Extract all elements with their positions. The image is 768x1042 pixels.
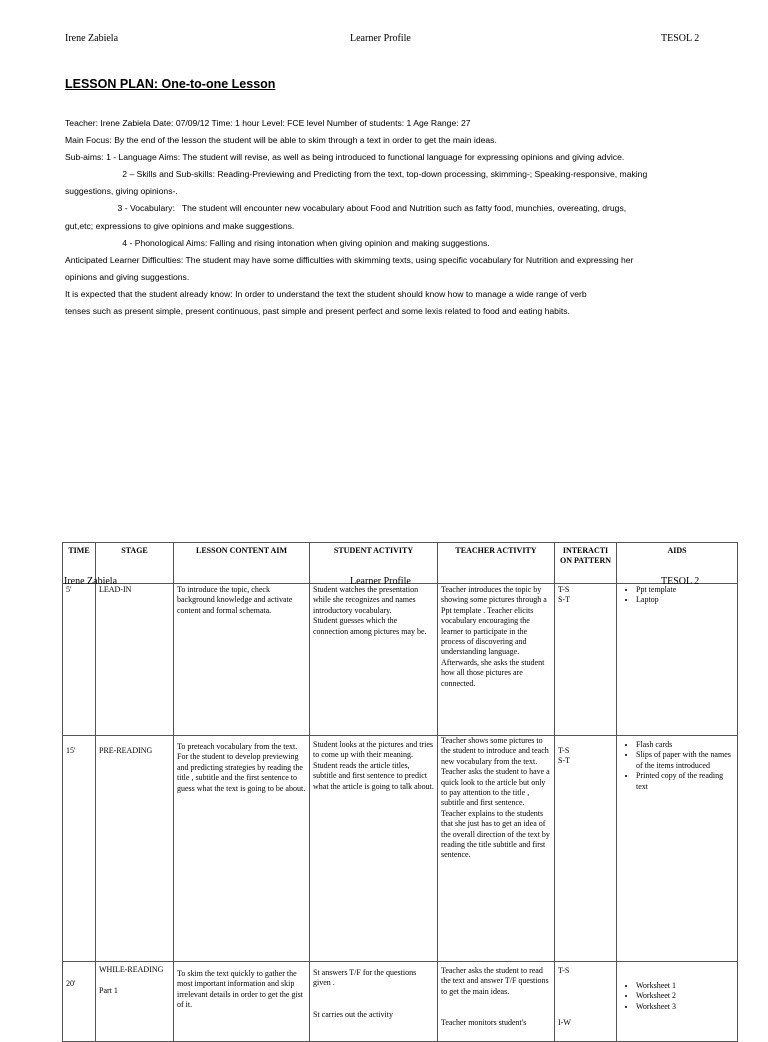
col-header-student-activity: STUDENT ACTIVITY (310, 543, 438, 584)
cell-stage: PRE-READING (96, 736, 174, 962)
cell-time: 5' (63, 584, 96, 736)
body-line: Anticipated Learner Difficulties: The student may have some difficulties with skimming texts, using specific vocabulary for Nutrition and expressing her (65, 254, 634, 265)
header-center: Learner Profile (350, 33, 411, 44)
aid-item: • Printed copy of the reading text (636, 771, 734, 792)
col-header-stage: STAGE (96, 543, 174, 584)
cell-aids (617, 584, 738, 736)
body-line: gut,etc; expressions to give opinions and make suggestions. (65, 220, 295, 231)
cell-interaction-pattern: T-S I-W (555, 962, 617, 1042)
cell-aim: To skim the text quickly to gather the most important information and skip irrelevant details in order to get the gist of it. (174, 962, 310, 1042)
page-title: LESSON PLAN: One-to-one Lesson (65, 77, 276, 91)
cell-teacher-activity: Teacher asks the student to read the text and answer T/F questions to get the main ideas. Teacher monitors student's (438, 962, 555, 1042)
cell-student-activity: Student watches the presentation while she recognizes and names introductory vocabulary. Student guesses which the connection among pictures may be. (310, 584, 438, 736)
cell-aim: To introduce the topic, check background knowledge and activate content and formal schemata. (174, 584, 310, 736)
table-row (63, 584, 738, 736)
aid-item: • Worksheet 2 (636, 991, 734, 1001)
cell-aim: To preteach vocabulary from the text. For the student to develop previewing and predicting strategies by reading the title , subtitle and the first sentence to guess what the text is going to be about. (174, 736, 310, 962)
header-course: TESOL 2 (661, 33, 700, 44)
body-line: Sub-aims: 1 - Language Aims: The student will revise, as well as being introduced to functional language for expressing opinions and giving advice. (65, 152, 625, 163)
col-header-teacher-activity: TEACHER ACTIVITY (438, 543, 555, 584)
overlay-header-author: Irene Zabiela (64, 576, 118, 587)
cell-teacher-activity: Teacher shows some pictures to the student to introduce and teach new vocabulary from the text. Teacher asks the student to have a quick look to the article but only to pay attention to the title , subtitle and first sentence. Teacher explains to the students that she just has to get an idea of the overall direction of the text by reading the title subtitle and first sentence. (438, 736, 555, 962)
body-line: It is expected that the student already know: In order to understand the text the student should know how to manage a wide range of verb (65, 288, 587, 299)
body-line: Main Focus: By the end of the lesson the student will be able to skim through a text in order to get the main ideas. (65, 135, 497, 146)
overlay-header-course: TESOL 2 (661, 576, 700, 587)
cell-aids (617, 736, 738, 962)
body-line: suggestions, giving opinions-. (65, 186, 178, 197)
aid-item: • Laptop (636, 595, 734, 605)
col-header-aids: AIDS (617, 543, 738, 584)
aid-item: • Flash cards (636, 740, 734, 750)
cell-time: 15' (63, 736, 96, 962)
cell-aids (617, 962, 738, 1042)
col-header-interaction-pattern: INTERACTI ON PATTERN (555, 543, 617, 584)
body-line: 2 – Skills and Sub-skills: Reading-Previewing and Predicting from the text, top-down processing, skimming-; Speaking-responsive, making (65, 169, 648, 180)
cell-stage: LEAD-IN (96, 584, 174, 736)
lesson-details (65, 115, 755, 320)
cell-interaction-pattern: T-S S-T (555, 736, 617, 962)
cell-stage: WHILE-READING Part 1 (96, 962, 174, 1042)
col-header-aim: LESSON CONTENT AIM (174, 543, 310, 584)
cell-teacher-activity: Teacher introduces the topic by showing some pictures through a Ppt template . Teacher elicits vocabulary encouraging the learner to participate in the process of discovering and understanding language. Afterwards, she asks the student how all those pictures are connected. (438, 584, 555, 736)
aid-item: • Worksheet 3 (636, 1002, 734, 1012)
col-header-time: TIME (63, 543, 96, 584)
overlay-header-center: Learner Profile (350, 576, 411, 587)
cell-time: 20' (63, 962, 96, 1042)
body-line: opinions and giving suggestions. (65, 271, 190, 282)
header-author: Irene Zabiela (65, 33, 119, 44)
body-line: 3 - Vocabulary: The student will encounter new vocabulary about Food and Nutrition such as fatty food, munchies, overeating, drugs, (65, 203, 627, 214)
aid-item: • Slips of paper with the names of the items introduced (636, 750, 734, 771)
table-row (63, 962, 738, 1042)
body-line: Teacher: Irene Zabiela Date: 07/09/12 Time: 1 hour Level: FCE level Number of students: 1 Age Range: 27 (65, 118, 471, 128)
body-line: tenses such as present simple, present continuous, past simple and present perfect and some lexis related to food and eating habits. (65, 306, 570, 317)
aid-item: • Worksheet 1 (636, 981, 734, 991)
cell-interaction-pattern: T-S S-T (555, 584, 617, 736)
table-row (63, 736, 738, 962)
aid-item: • Ppt template (636, 585, 734, 595)
cell-student-activity: St answers T/F for the questions given . St carries out the activity (310, 962, 438, 1042)
body-line: 4 - Phonological Aims: Falling and rising intonation when giving opinion and making suggestions. (65, 237, 490, 248)
lesson-plan-table (62, 542, 738, 1042)
cell-student-activity: Student looks at the pictures and tries to come up with their meaning. Student reads the article titles, subtitle and first sentence to predict what the article is going to talk about. (310, 736, 438, 962)
